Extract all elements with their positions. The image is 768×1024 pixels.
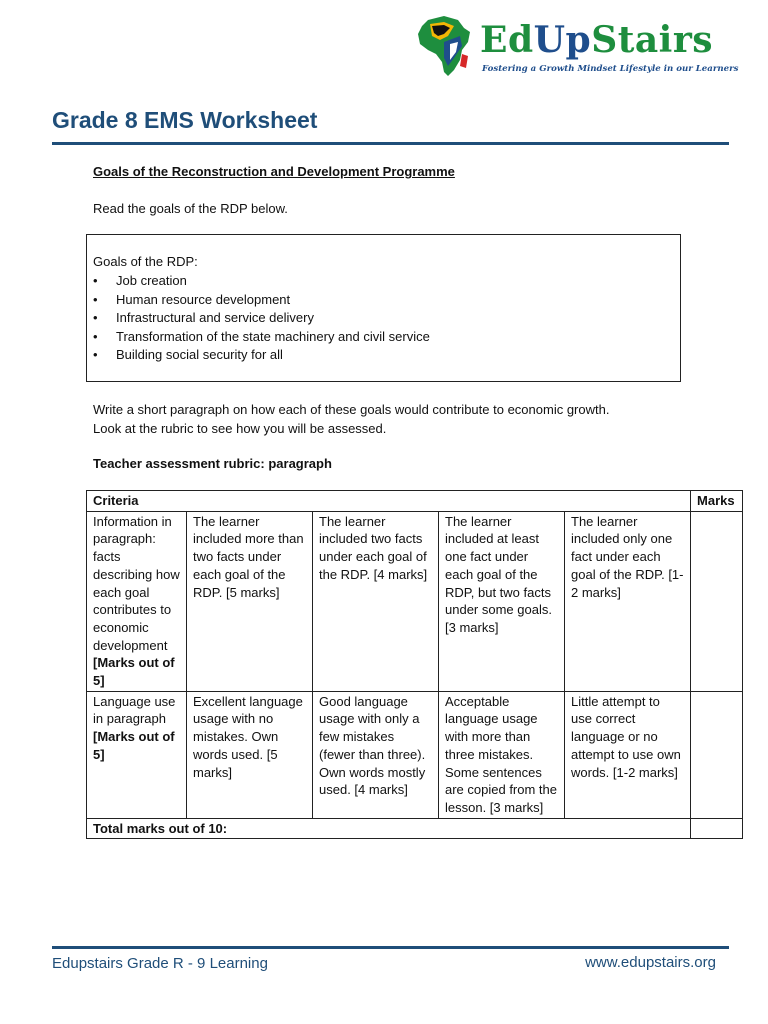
marks-cell[interactable]: [691, 691, 743, 818]
footer-divider: [52, 946, 729, 949]
task-line-2: Look at the rubric to see how you will be assessed.: [93, 420, 387, 436]
marks-cell[interactable]: [691, 511, 743, 691]
section-title: Goals of the Reconstruction and Development Programme: [93, 164, 455, 179]
rubric-row-language: [87, 691, 743, 818]
criterion-text: Information in paragraph: facts describing how each goal contributes to economic development: [93, 513, 180, 653]
goal-item: • Human resource development: [93, 291, 430, 310]
intro-text: Read the goals of the RDP below.: [93, 201, 288, 216]
criterion-cell: [87, 691, 187, 818]
criteria-header: Criteria: [87, 491, 691, 512]
total-marks-cell[interactable]: [691, 818, 743, 839]
level-cell: Acceptable language usage with more than three mistakes. Some sentences are copied from the lesson. [3 marks]: [439, 691, 565, 818]
logo-word-part1: Ed: [480, 19, 534, 61]
rubric-row-information: [87, 511, 743, 691]
logo-tagline: Fostering a Growth Mindset Lifestyle in our Learners: [482, 64, 739, 74]
footer-website-link[interactable]: www.edupstairs.org: [585, 954, 716, 971]
goal-item: • Job creation: [93, 272, 430, 291]
task-instructions: [93, 401, 609, 438]
criterion-cell: [87, 511, 187, 691]
goals-heading: Goals of the RDP:: [93, 254, 198, 269]
criterion-marks: [Marks out of 5]: [93, 655, 175, 689]
level-cell: The learner included at least one fact under each goal of the RDP, but two facts under some goals. [3 marks]: [439, 511, 565, 691]
marks-header: Marks: [691, 491, 743, 512]
level-cell: The learner included more than two facts under each goal of the RDP. [5 marks]: [187, 511, 313, 691]
goal-item: • Infrastructural and service delivery: [93, 309, 430, 328]
logo-wordmark: [480, 20, 713, 60]
footer-left-text: Edupstairs Grade R - 9 Learning: [52, 955, 268, 972]
rubric-total-row: [87, 818, 743, 839]
level-cell: Little attempt to use correct language or no attempt to use own words. [1-2 marks]: [565, 691, 691, 818]
level-cell: The learner included only one fact under each goal of the RDP. [1-2 marks]: [565, 511, 691, 691]
level-cell: Good language usage with only a few mistakes (fewer than three). Own words mostly used. [4 marks]: [313, 691, 439, 818]
level-cell: Excellent language usage with no mistakes. Own words used. [5 marks]: [187, 691, 313, 818]
goal-item: • Building social security for all: [93, 346, 430, 365]
logo-word-part3: Stairs: [591, 19, 714, 61]
rubric-table: [86, 490, 743, 839]
rubric-title: Teacher assessment rubric: paragraph: [93, 456, 332, 471]
edupstairs-logo: [414, 14, 739, 84]
goal-item: • Transformation of the state machinery and civil service: [93, 328, 430, 347]
logo-word-part2: Up: [533, 19, 592, 61]
criterion-text: Language use in paragraph: [93, 693, 176, 727]
goals-box: [86, 234, 681, 382]
page-title: Grade 8 EMS Worksheet: [52, 107, 318, 133]
africa-map-icon: [414, 14, 480, 80]
criterion-marks: [Marks out of 5]: [93, 729, 175, 762]
header-divider: [52, 142, 729, 145]
rubric-header-row: [87, 491, 743, 512]
goals-list: [93, 272, 430, 365]
level-cell: The learner included two facts under each goal of the RDP. [4 marks]: [313, 511, 439, 691]
task-line-1: Write a short paragraph on how each of these goals would contribute to economic growth.: [93, 402, 610, 417]
total-label: Total marks out of 10:: [87, 818, 691, 839]
